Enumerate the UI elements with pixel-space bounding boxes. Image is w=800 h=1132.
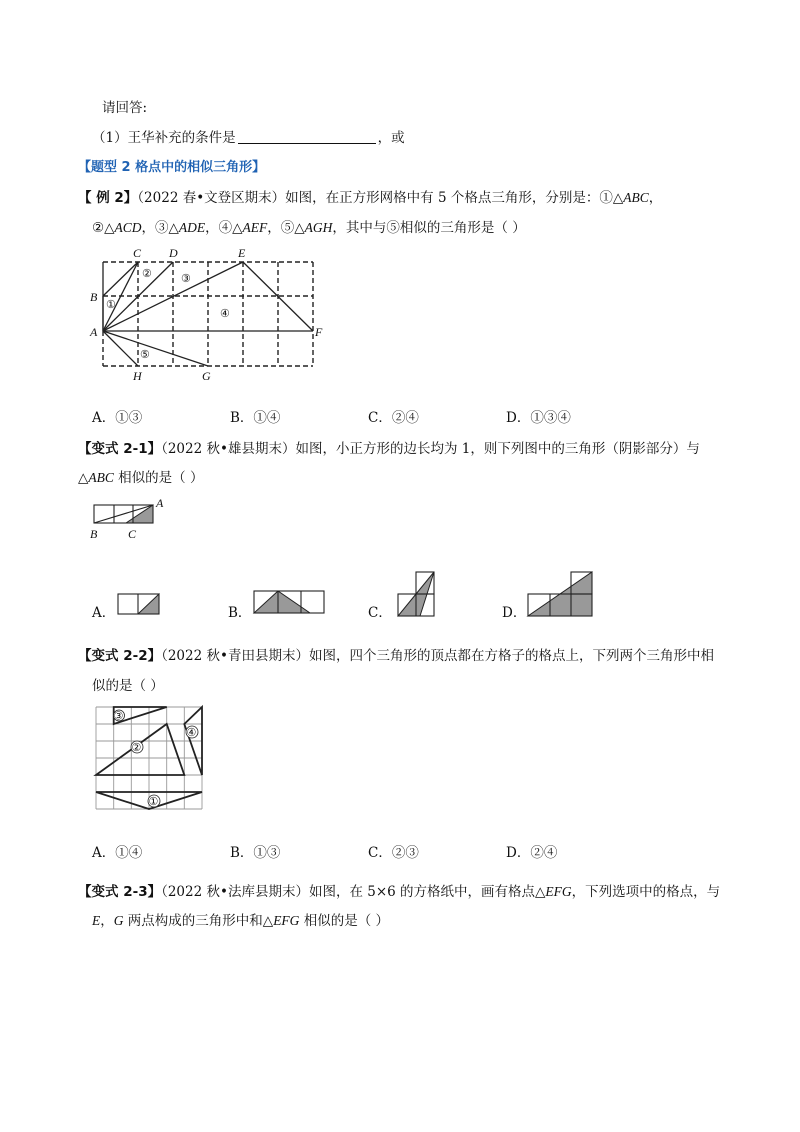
- example2-comma: ，: [648, 190, 663, 206]
- shaded-triangle: [126, 505, 153, 523]
- example2-line2: [92, 218, 526, 238]
- example2-option-b[interactable]: B．①④: [230, 410, 281, 426]
- variant22-option-c[interactable]: C．②③: [368, 845, 419, 861]
- example2-option-a[interactable]: A．①③: [92, 410, 143, 426]
- example2-tag: 【 例 2】: [78, 190, 138, 206]
- variant22-figure: [94, 704, 214, 814]
- e2-t6: AEF: [242, 220, 268, 235]
- e2-t2: ACD: [114, 220, 142, 235]
- region-1: ①: [106, 299, 116, 311]
- heading-title: 题型 2 格点中的相似三角形: [91, 160, 253, 175]
- heading-bracket-close: 】: [252, 160, 266, 175]
- region-3: ③: [181, 273, 191, 285]
- variant21-text1: （2022 秋•雄县期末）如图，小正方形的边长均为 1，则下列图中的三角形（阴影部分）与: [161, 441, 700, 457]
- label-G: G: [202, 369, 211, 383]
- v23-t4: E: [92, 913, 101, 928]
- label-B: B: [90, 527, 98, 541]
- example2-text1: （2022 春•文登区期末）如图，在正方形网格中有 5 个格点三角形，分别是：①△: [137, 190, 624, 206]
- variant22-line1: [78, 646, 714, 666]
- region-2: ②: [131, 742, 142, 754]
- label-A: A: [90, 325, 98, 339]
- v21-t1: △: [78, 470, 89, 486]
- example2-figure: [88, 245, 328, 385]
- prompt-text: 请回答:: [102, 100, 148, 116]
- variant22-option-b[interactable]: B．①③: [230, 845, 281, 861]
- label-B: B: [90, 290, 98, 304]
- label-C: C: [133, 246, 142, 260]
- region-1: ①: [148, 796, 159, 808]
- e2-t9: ，其中与⑤相似的三角形是（ ）: [332, 220, 526, 236]
- v21-t2: ABC: [88, 470, 114, 485]
- variant21-option-a[interactable]: A．: [92, 605, 116, 621]
- v23-t1: （2022 秋•法库县期末）如图，在 5×6 的方格纸中，画有格点△: [161, 884, 546, 900]
- e2-t7: ，⑤△: [267, 220, 305, 236]
- variant22-option-d[interactable]: D．②④: [506, 845, 558, 861]
- example2-line1: [78, 188, 662, 208]
- variant21-line2: [78, 468, 203, 488]
- region-4: ④: [186, 727, 197, 739]
- example2-option-c[interactable]: C．②④: [368, 410, 419, 426]
- variant22-option-a[interactable]: A．①④: [92, 845, 143, 861]
- v23-t8: EFG: [273, 913, 300, 928]
- variant21-option-d[interactable]: D．: [502, 605, 527, 621]
- e2-t4: ADE: [178, 220, 206, 235]
- v23-t3: ，下列选项中的格点，与: [571, 884, 721, 900]
- variant21-option-b[interactable]: B．: [228, 605, 252, 621]
- example2-option-d[interactable]: D．①③④: [506, 410, 571, 426]
- variant23-tag: 【变式 2-3】: [78, 884, 162, 900]
- label-F: F: [315, 325, 323, 339]
- variant21-option-c-figure: [390, 568, 440, 620]
- heading-bracket-open: 【: [78, 160, 92, 175]
- region-5: ⑤: [140, 349, 150, 361]
- e2-t1: ②△: [92, 220, 115, 236]
- region-2: ②: [142, 268, 152, 280]
- variant22-tag: 【变式 2-2】: [78, 648, 162, 664]
- section-heading: [78, 158, 265, 178]
- variant21-option-b-figure: [248, 586, 328, 620]
- variant23-line2: [92, 911, 389, 931]
- region-3: ③: [113, 710, 124, 723]
- question-1: [92, 128, 405, 148]
- variant21-option-c[interactable]: C．: [368, 605, 392, 621]
- example2-abc: ABC: [623, 190, 649, 205]
- e2-t8: AGH: [304, 220, 333, 235]
- v23-t9: 相似的是（ ）: [299, 913, 390, 929]
- variant23-line1: [78, 882, 720, 902]
- variant21-option-a-figure: [114, 590, 164, 620]
- question-1-suffix: ，或: [377, 130, 405, 146]
- v23-t5: ，: [100, 913, 114, 929]
- v23-t2: EFG: [545, 884, 572, 899]
- variant21-tag: 【变式 2-1】: [78, 441, 162, 457]
- e2-t3: ，③△: [141, 220, 179, 236]
- label-C: C: [128, 527, 137, 541]
- variant21-figure: [88, 496, 178, 546]
- variant21-option-d-figure: [522, 568, 602, 620]
- label-H: H: [133, 369, 142, 383]
- question-1-prefix: （1）王华补充的条件是: [92, 130, 236, 146]
- variant21-line1: [78, 439, 700, 459]
- region-4: ④: [220, 308, 230, 320]
- variant22-line2: 似的是（ ）: [92, 678, 164, 694]
- v21-t3: 相似的是（ ）: [113, 470, 204, 486]
- label-E: E: [238, 246, 246, 260]
- answer-blank[interactable]: [238, 129, 376, 144]
- label-D: D: [169, 246, 178, 260]
- label-A: A: [156, 496, 164, 510]
- v23-t6: G: [113, 913, 124, 928]
- dashed-grid: [103, 262, 313, 366]
- v23-t7: 两点构成的三角形中和△: [123, 913, 274, 929]
- e2-t5: ，④△: [205, 220, 243, 236]
- variant22-text1: （2022 秋•青田县期末）如图，四个三角形的顶点都在方格子的格点上，下列两个三角形中相: [161, 648, 714, 664]
